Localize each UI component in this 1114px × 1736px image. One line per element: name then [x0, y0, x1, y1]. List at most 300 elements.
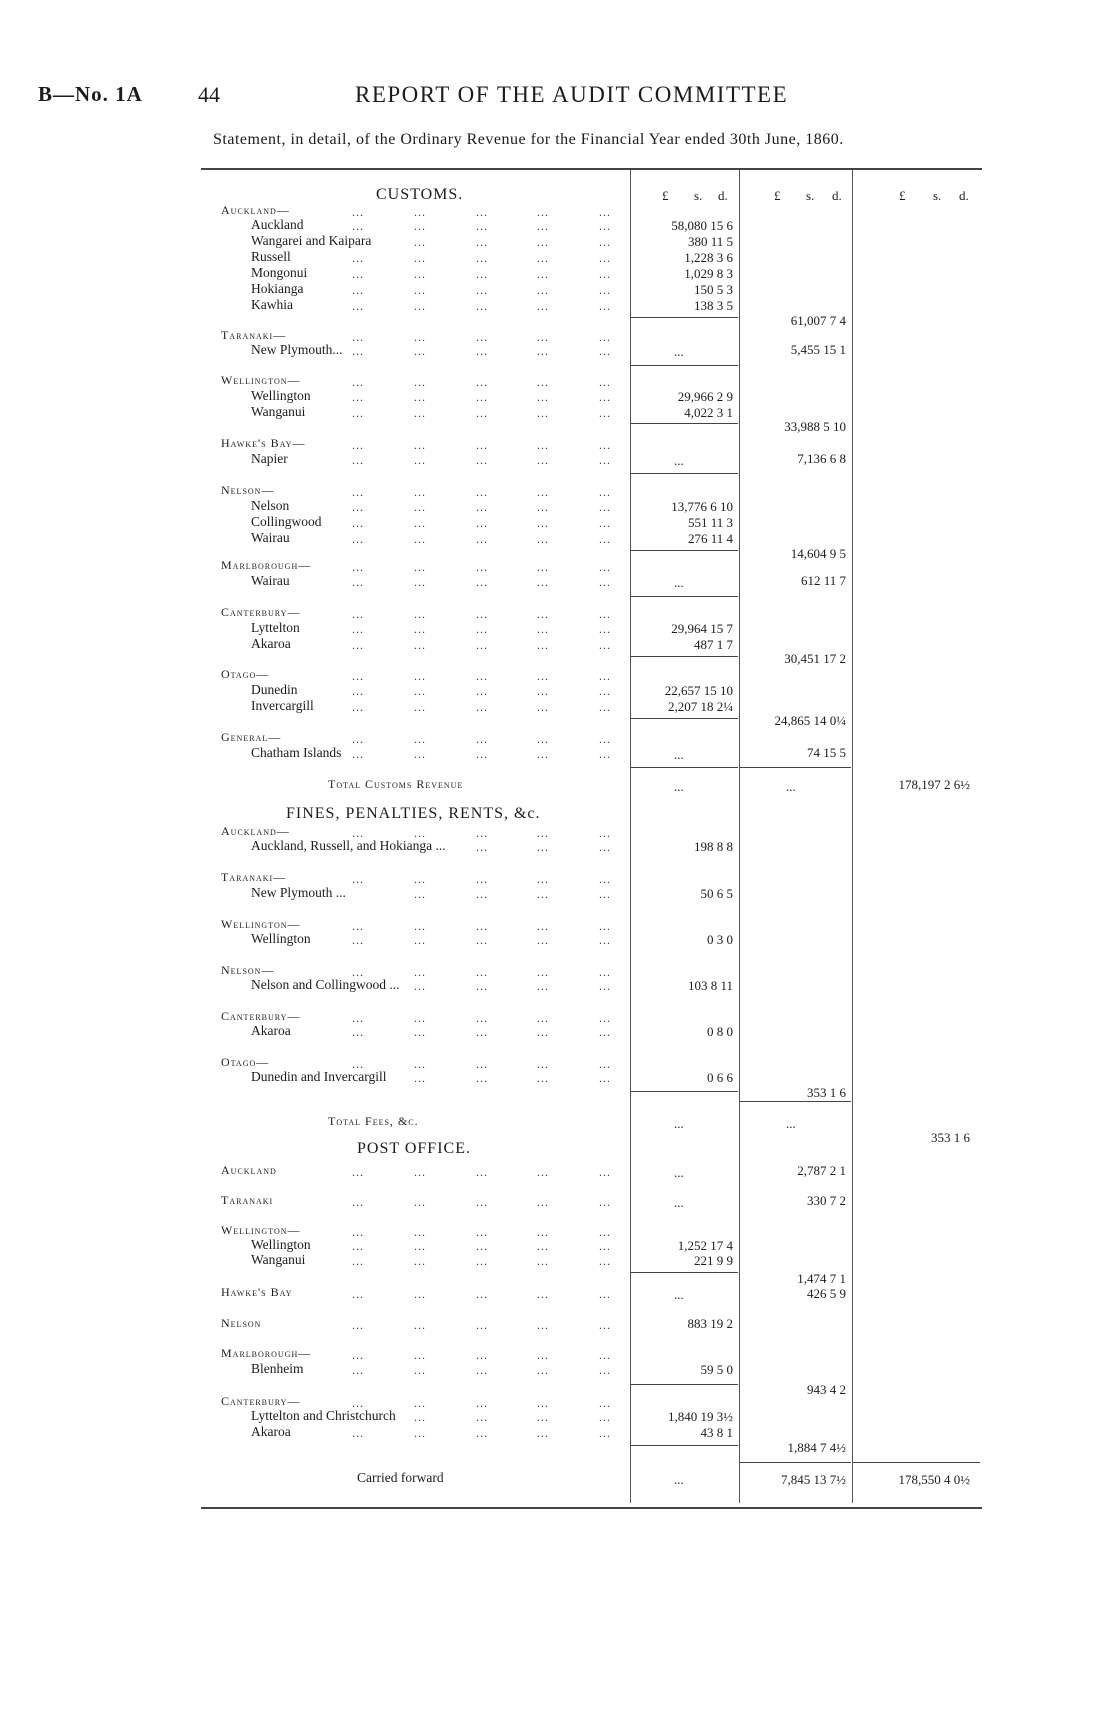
leader-dots: ...: [537, 1287, 549, 1301]
leader-dots: ...: [537, 622, 549, 636]
region-wellington: Wellington—: [221, 1223, 301, 1237]
ellipsis: ...: [674, 453, 684, 468]
leader-dots: ...: [414, 826, 426, 840]
leader-dots: ...: [599, 1239, 611, 1253]
leader-dots: ...: [537, 500, 549, 514]
customs-heading: CUSTOMS.: [376, 186, 464, 203]
leader-dots: ...: [352, 330, 364, 344]
leader-dots: ...: [599, 219, 611, 233]
leader-dots: ...: [352, 532, 364, 546]
leader-dots: ...: [476, 887, 488, 901]
leader-dots: ...: [414, 344, 426, 358]
place-name: Lyttelton and Christchurch: [251, 1408, 396, 1423]
leader-dots: ...: [476, 747, 488, 761]
leader-dots: ...: [599, 622, 611, 636]
leader-dots: ...: [352, 965, 364, 979]
region-label: Wellington—: [221, 917, 301, 931]
leader-dots: ...: [599, 532, 611, 546]
region-hawkes-bay: Hawke's Bay: [221, 1285, 293, 1299]
carried-forward-col3: 178,550 4 0½: [898, 1472, 970, 1487]
subtotal-rule: [740, 1101, 851, 1102]
document-reference: B—No. 1A: [38, 82, 143, 106]
leader-dots: ...: [476, 299, 488, 313]
leader-dots: ...: [599, 669, 611, 683]
subtotal: 30,451 17 2: [784, 651, 846, 666]
region-wellington: Wellington—: [221, 373, 301, 387]
leader-dots: ...: [599, 1165, 611, 1179]
page-title: REPORT OF THE AUDIT COMMITTEE: [355, 82, 789, 107]
leader-dots: ...: [537, 205, 549, 219]
leader-dots: ...: [599, 826, 611, 840]
subtotal: 943 4 2: [807, 1382, 846, 1397]
leader-dots: ...: [599, 485, 611, 499]
leader-dots: ...: [352, 919, 364, 933]
place-name: Kawhia: [251, 297, 293, 312]
ellipsis: ...: [674, 575, 684, 590]
place-name: Akaroa: [251, 636, 291, 651]
leader-dots: ...: [537, 235, 549, 249]
ellipsis: ...: [786, 1116, 796, 1131]
leader-dots: ...: [476, 979, 488, 993]
leader-dots: ...: [414, 438, 426, 452]
leader-dots: ...: [414, 1426, 426, 1440]
leader-dots: ...: [599, 516, 611, 530]
leader-dots: ...: [352, 205, 364, 219]
subtotal: 426 5 9: [807, 1286, 846, 1301]
place-name: New Plymouth...: [251, 342, 343, 357]
place-name: Nelson: [251, 498, 290, 513]
leader-dots: ...: [414, 638, 426, 652]
subtotal: 1,474 7 1: [797, 1271, 846, 1286]
ellipsis: ...: [786, 779, 796, 794]
row-rule: [740, 767, 851, 768]
leader-dots: ...: [414, 267, 426, 281]
subtotal-rule: [853, 1462, 980, 1463]
leader-dots: ...: [476, 344, 488, 358]
shilling-header: s.: [694, 188, 703, 203]
leader-dots: ...: [476, 1410, 488, 1424]
leader-dots: ...: [537, 979, 549, 993]
leader-dots: ...: [352, 299, 364, 313]
leader-dots: ...: [414, 390, 426, 404]
subtotal-rule: [631, 1384, 738, 1385]
leader-dots: ...: [537, 872, 549, 886]
subtotal: 353 1 6: [807, 1085, 846, 1100]
leader-dots: ...: [476, 1011, 488, 1025]
column-divider: [739, 170, 740, 1503]
leader-dots: ...: [599, 965, 611, 979]
leader-dots: ...: [414, 872, 426, 886]
place-name: Wellington: [251, 388, 311, 403]
ellipsis: ...: [674, 1165, 684, 1180]
total-fees: 353 1 6: [931, 1130, 970, 1145]
leader-dots: ...: [537, 575, 549, 589]
leader-dots: ...: [414, 235, 426, 249]
leader-dots: ...: [352, 700, 364, 714]
leader-dots: ...: [599, 438, 611, 452]
place-name: Napier: [251, 451, 288, 466]
region-label: Taranaki—: [221, 870, 287, 884]
ellipsis: ...: [674, 1195, 684, 1210]
leader-dots: ...: [414, 887, 426, 901]
leader-dots: ...: [414, 622, 426, 636]
leader-dots: ...: [414, 1057, 426, 1071]
leader-dots: ...: [476, 700, 488, 714]
ellipsis: ...: [674, 779, 684, 794]
place-name: Chatham Islands: [251, 745, 342, 760]
leader-dots: ...: [599, 375, 611, 389]
region-hawkes-bay: Hawke's Bay—: [221, 436, 306, 450]
fines-heading: FINES, PENALTIES, RENTS, &c.: [286, 805, 541, 822]
subtotal-rule: [631, 1272, 738, 1273]
leader-dots: ...: [599, 887, 611, 901]
leader-dots: ...: [537, 965, 549, 979]
pence-header: d.: [832, 188, 842, 203]
region-canterbury: Canterbury—: [221, 605, 301, 619]
leader-dots: ...: [537, 532, 549, 546]
leader-dots: ...: [476, 638, 488, 652]
leader-dots: ...: [476, 1254, 488, 1268]
leader-dots: ...: [352, 826, 364, 840]
subtotal: 1,884 7 4½: [787, 1440, 846, 1455]
leader-dots: ...: [537, 1225, 549, 1239]
leader-dots: ...: [599, 1195, 611, 1209]
leader-dots: ...: [414, 684, 426, 698]
leader-dots: ...: [537, 684, 549, 698]
leader-dots: ...: [537, 919, 549, 933]
page-number: 44: [198, 82, 220, 107]
leader-dots: ...: [476, 1239, 488, 1253]
amount: 551 11 3: [687, 515, 733, 530]
leader-dots: ...: [537, 638, 549, 652]
leader-dots: ...: [352, 1025, 364, 1039]
subtotal: 2,787 2 1: [797, 1163, 846, 1178]
leader-dots: ...: [476, 684, 488, 698]
subtotal: 74 15 5: [807, 745, 846, 760]
row-rule: [631, 596, 738, 597]
place-name: Auckland: [251, 217, 304, 232]
region-auckland: Auckland—: [221, 203, 290, 217]
leader-dots: ...: [537, 344, 549, 358]
subtotal: 5,455 15 1: [790, 342, 846, 357]
leader-dots: ...: [414, 1195, 426, 1209]
leader-dots: ...: [599, 251, 611, 265]
leader-dots: ...: [537, 1195, 549, 1209]
leader-dots: ...: [599, 840, 611, 854]
amount: 380 11 5: [687, 234, 733, 249]
leader-dots: ...: [537, 669, 549, 683]
amount: 1,840 19 3½: [668, 1409, 733, 1424]
leader-dots: ...: [352, 872, 364, 886]
leader-dots: ...: [537, 747, 549, 761]
leader-dots: ...: [537, 933, 549, 947]
leader-dots: ...: [352, 638, 364, 652]
leader-dots: ...: [414, 732, 426, 746]
leader-dots: ...: [476, 267, 488, 281]
leader-dots: ...: [537, 1239, 549, 1253]
leader-dots: ...: [537, 438, 549, 452]
subtotal-rule: [740, 1462, 851, 1463]
leader-dots: ...: [537, 299, 549, 313]
leader-dots: ...: [414, 219, 426, 233]
leader-dots: ...: [476, 965, 488, 979]
leader-dots: ...: [537, 1318, 549, 1332]
leader-dots: ...: [352, 669, 364, 683]
post-office-heading: POST OFFICE.: [357, 1140, 471, 1157]
leader-dots: ...: [476, 872, 488, 886]
leader-dots: ...: [352, 1348, 364, 1362]
amount: 1,029 8 3: [684, 266, 733, 281]
amount: 29,966 2 9: [677, 389, 733, 404]
leader-dots: ...: [599, 638, 611, 652]
leader-dots: ...: [537, 1165, 549, 1179]
leader-dots: ...: [537, 1057, 549, 1071]
region-label: Otago—: [221, 1055, 270, 1069]
region-label: Canterbury—: [221, 1009, 301, 1023]
leader-dots: ...: [476, 732, 488, 746]
leader-dots: ...: [476, 219, 488, 233]
leader-dots: ...: [537, 607, 549, 621]
leader-dots: ...: [476, 1225, 488, 1239]
leader-dots: ...: [599, 933, 611, 947]
leader-dots: ...: [599, 299, 611, 313]
column-divider: [630, 170, 631, 1503]
subtotal: 61,007 7 4: [790, 313, 846, 328]
leader-dots: ...: [476, 205, 488, 219]
leader-dots: ...: [599, 283, 611, 297]
leader-dots: ...: [476, 1195, 488, 1209]
leader-dots: ...: [476, 375, 488, 389]
total-customs-label: Total Customs Revenue: [328, 777, 464, 791]
leader-dots: ...: [599, 747, 611, 761]
leader-dots: ...: [537, 560, 549, 574]
leader-dots: ...: [599, 406, 611, 420]
leader-dots: ...: [537, 700, 549, 714]
subtotal-rule: [631, 1445, 738, 1446]
leader-dots: ...: [414, 532, 426, 546]
leader-dots: ...: [599, 1396, 611, 1410]
leader-dots: ...: [414, 1363, 426, 1377]
leader-dots: ...: [352, 1057, 364, 1071]
leader-dots: ...: [599, 390, 611, 404]
leader-dots: ...: [599, 607, 611, 621]
leader-dots: ...: [537, 267, 549, 281]
leader-dots: ...: [352, 219, 364, 233]
leader-dots: ...: [414, 1254, 426, 1268]
leader-dots: ...: [476, 1165, 488, 1179]
leader-dots: ...: [476, 1025, 488, 1039]
place-name: Hokianga: [251, 281, 304, 296]
leader-dots: ...: [599, 575, 611, 589]
leader-dots: ...: [537, 251, 549, 265]
leader-dots: ...: [476, 669, 488, 683]
amount: 4,022 3 1: [684, 405, 733, 420]
region-taranaki: Taranaki—: [221, 328, 287, 342]
region-marlborough: Marlborough—: [221, 558, 312, 572]
leader-dots: ...: [352, 622, 364, 636]
amount: 0 6 6: [707, 1070, 733, 1085]
amount: 13,776 6 10: [671, 499, 733, 514]
place-name: Wellington: [251, 931, 311, 946]
total-fees-label: Total Fees, &c.: [328, 1114, 419, 1128]
shilling-header: s.: [806, 188, 815, 203]
leader-dots: ...: [414, 1239, 426, 1253]
leader-dots: ...: [599, 1426, 611, 1440]
region-general: General—: [221, 730, 282, 744]
leader-dots: ...: [537, 1025, 549, 1039]
pound-header: £: [899, 188, 906, 203]
leader-dots: ...: [476, 1287, 488, 1301]
leader-dots: ...: [537, 1363, 549, 1377]
leader-dots: ...: [537, 375, 549, 389]
leader-dots: ...: [352, 375, 364, 389]
leader-dots: ...: [414, 933, 426, 947]
leader-dots: ...: [414, 485, 426, 499]
leader-dots: ...: [599, 919, 611, 933]
leader-dots: ...: [352, 283, 364, 297]
amount: 59 5 0: [700, 1362, 733, 1377]
leader-dots: ...: [537, 516, 549, 530]
region-label: Auckland—: [221, 824, 290, 838]
statement-subtitle: Statement, in detail, of the Ordinary Revenue for the Financial Year ended 30th June, 1860.: [213, 131, 844, 148]
pound-header: £: [774, 188, 781, 203]
leader-dots: ...: [414, 919, 426, 933]
leader-dots: ...: [599, 1254, 611, 1268]
row-rule: [631, 767, 738, 768]
place-name: Wangarei and Kaipara: [251, 233, 372, 248]
place-name: Blenheim: [251, 1361, 304, 1376]
leader-dots: ...: [414, 560, 426, 574]
leader-dots: ...: [476, 235, 488, 249]
leader-dots: ...: [352, 560, 364, 574]
leader-dots: ...: [476, 622, 488, 636]
place-name: Akaroa: [251, 1424, 291, 1439]
place-name: Wellington: [251, 1237, 311, 1252]
leader-dots: ...: [537, 1071, 549, 1085]
leader-dots: ...: [599, 1287, 611, 1301]
leader-dots: ...: [352, 267, 364, 281]
place-name: Wanganui: [251, 1252, 306, 1267]
leader-dots: ...: [537, 826, 549, 840]
leader-dots: ...: [352, 607, 364, 621]
leader-dots: ...: [599, 1225, 611, 1239]
leader-dots: ...: [414, 1225, 426, 1239]
leader-dots: ...: [599, 1057, 611, 1071]
subtotal-rule: [631, 656, 738, 657]
pound-header: £: [662, 188, 669, 203]
leader-dots: ...: [352, 1225, 364, 1239]
amount: 58,080 15 6: [671, 218, 733, 233]
leader-dots: ...: [599, 732, 611, 746]
subtotal: 330 7 2: [807, 1193, 846, 1208]
amount: 2,207 18 2¼: [668, 699, 733, 714]
leader-dots: ...: [414, 607, 426, 621]
leader-dots: ...: [352, 1426, 364, 1440]
leader-dots: ...: [537, 1348, 549, 1362]
subtotal: 33,988 5 10: [784, 419, 846, 434]
leader-dots: ...: [476, 406, 488, 420]
leader-dots: ...: [537, 330, 549, 344]
leader-dots: ...: [352, 1363, 364, 1377]
place-name: Dunedin and Invercargill: [251, 1069, 387, 1084]
ellipsis: ...: [674, 1472, 684, 1487]
leader-dots: ...: [476, 330, 488, 344]
leader-dots: ...: [599, 344, 611, 358]
leader-dots: ...: [476, 1396, 488, 1410]
leader-dots: ...: [414, 283, 426, 297]
amount: 1,252 17 4: [677, 1238, 733, 1253]
leader-dots: ...: [414, 251, 426, 265]
carried-forward-label: Carried forward: [357, 1470, 444, 1485]
pence-header: d.: [718, 188, 728, 203]
region-label: Nelson—: [221, 963, 275, 977]
leader-dots: ...: [352, 747, 364, 761]
amount: 103 8 11: [687, 978, 733, 993]
leader-dots: ...: [352, 1396, 364, 1410]
row-rule: [631, 473, 738, 474]
leader-dots: ...: [599, 872, 611, 886]
leader-dots: ...: [599, 700, 611, 714]
leader-dots: ...: [414, 500, 426, 514]
leader-dots: ...: [537, 453, 549, 467]
subtotal: 14,604 9 5: [790, 546, 846, 561]
leader-dots: ...: [599, 1348, 611, 1362]
place-name: Russell: [251, 249, 291, 264]
subtotal-rule: [631, 718, 738, 719]
total-customs: 178,197 2 6½: [898, 777, 970, 792]
region-nelson: Nelson: [221, 1316, 262, 1330]
leader-dots: ...: [352, 406, 364, 420]
leader-dots: ...: [476, 516, 488, 530]
amount: 0 8 0: [707, 1024, 733, 1039]
leader-dots: ...: [537, 390, 549, 404]
leader-dots: ...: [414, 516, 426, 530]
amount: 487 1 7: [694, 637, 733, 652]
amount: 150 5 3: [694, 282, 733, 297]
place-name: Wanganui: [251, 404, 306, 419]
leader-dots: ...: [599, 1025, 611, 1039]
leader-dots: ...: [476, 438, 488, 452]
leader-dots: ...: [414, 575, 426, 589]
leader-dots: ...: [414, 406, 426, 420]
leader-dots: ...: [599, 684, 611, 698]
amount: 50 6 5: [700, 886, 733, 901]
region-canterbury: Canterbury—: [221, 1394, 301, 1408]
leader-dots: ...: [537, 219, 549, 233]
leader-dots: ...: [414, 979, 426, 993]
leader-dots: ...: [476, 560, 488, 574]
place-name: Dunedin: [251, 682, 298, 697]
leader-dots: ...: [476, 1071, 488, 1085]
leader-dots: ...: [599, 1011, 611, 1025]
leader-dots: ...: [599, 560, 611, 574]
leader-dots: ...: [352, 575, 364, 589]
leader-dots: ...: [476, 1426, 488, 1440]
leader-dots: ...: [476, 390, 488, 404]
leader-dots: ...: [414, 1165, 426, 1179]
leader-dots: ...: [414, 1396, 426, 1410]
leader-dots: ...: [414, 1348, 426, 1362]
leader-dots: ...: [537, 283, 549, 297]
leader-dots: ...: [599, 1363, 611, 1377]
amount: 29,964 15 7: [671, 621, 733, 636]
amount: 198 8 8: [694, 839, 733, 854]
column-divider: [852, 170, 853, 1503]
leader-dots: ...: [537, 887, 549, 901]
leader-dots: ...: [414, 453, 426, 467]
leader-dots: ...: [414, 965, 426, 979]
leader-dots: ...: [476, 919, 488, 933]
